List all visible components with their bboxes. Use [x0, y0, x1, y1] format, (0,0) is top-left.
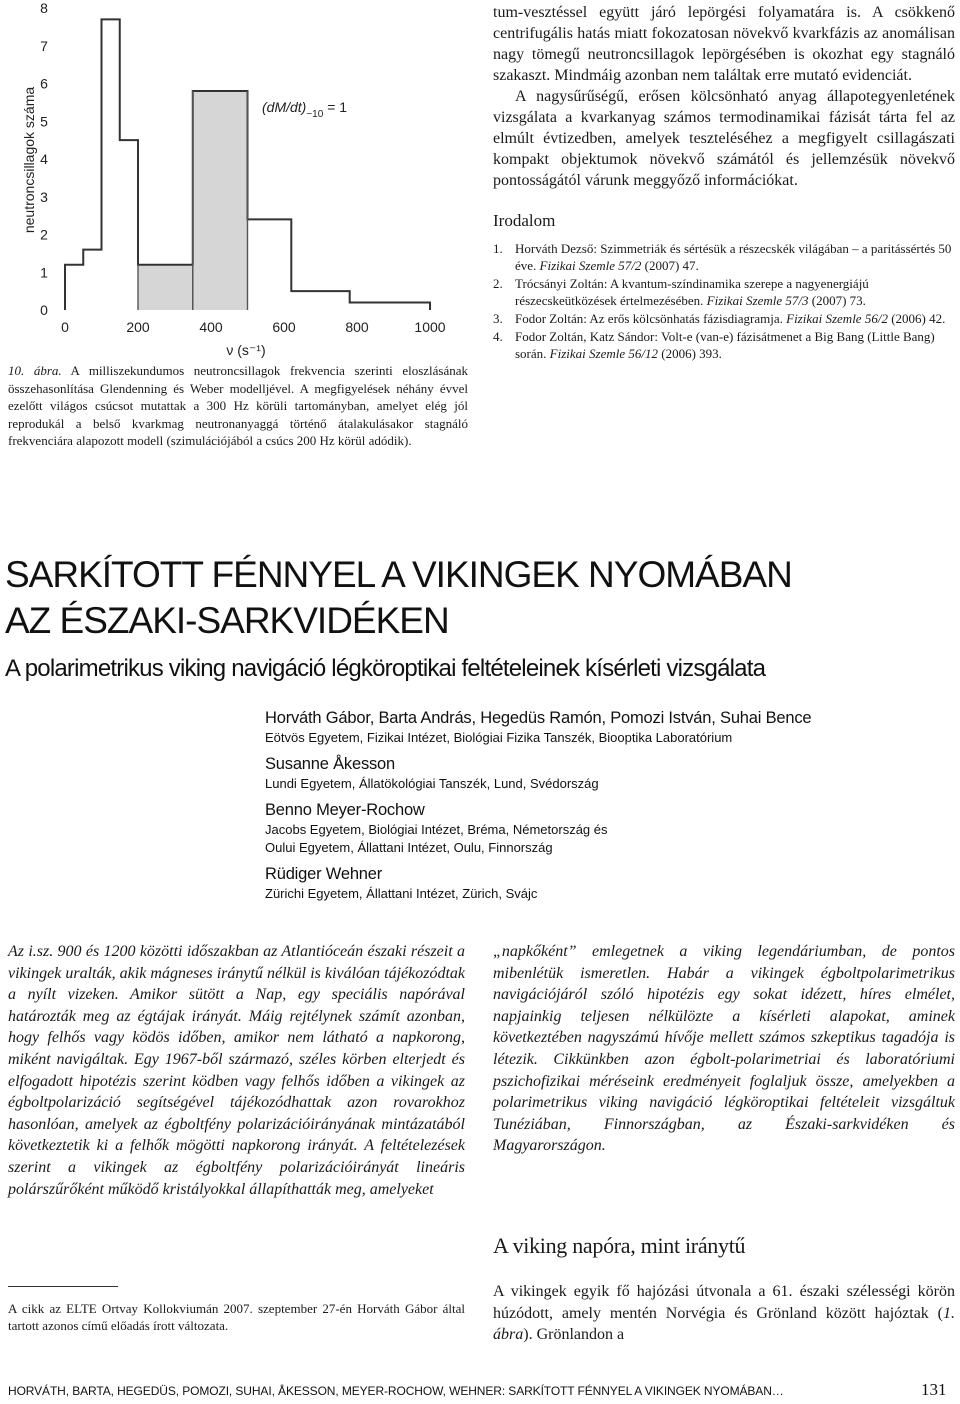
reference-main: Fodor Zoltán, Katz Sándor: Volt-e (van-e) fázisátmenet a Big Bang (Little Bang) során.	[515, 329, 935, 361]
reference-tail: (2006) 42.	[887, 311, 946, 326]
reference-item	[493, 310, 955, 327]
footnote: A cikk az ELTE Ortvay Kollokviumán 2007. szeptember 27-én Horváth Gábor által tartott azonos című előadás írott változata.	[8, 1301, 465, 1334]
author-name: Benno Meyer-Rochow	[265, 801, 425, 819]
y-tick-label: 7	[40, 37, 48, 54]
page-number: 131	[921, 1380, 947, 1399]
body-paragraph-2: A nagysűrűségű, erősen kölcsönható anyag állapotegyenletének vizsgálata a kvarkanyag számos termodinamikai fázisát tárta fel az elmúlt évtizedben, amelyek teszteléséhez a megfigyelt csillagászati kompakt objektumok növekvő számától és jellemzésük növekvő pontosságától várunk meggyőző információkat.	[493, 88, 955, 189]
y-tick-label: 4	[40, 151, 48, 167]
body-paragraph-1: tum-vesztéssel együtt járó lepörgési folyamatára is. A csökkenő centrifugális hatás miatt fokozatosan növekvő kvarkfázis az anomálisan nagy tömegű neutroncsillagok lepörgésében is okozhat egy stagnáló szakaszt. Mindmáig azonban nem találtak erre mutató evidenciát.	[493, 4, 955, 84]
figure-caption	[8, 362, 468, 450]
model-annotation	[262, 99, 347, 120]
caption-label: 10. ábra.	[8, 363, 62, 378]
section-body-post: ). Grönlandon a	[523, 1326, 625, 1344]
x-tick-label: 600	[272, 319, 296, 335]
author-name: Rüdiger Wehner	[265, 865, 383, 883]
reference-journal: Fizikai Szemle 57/3	[706, 293, 809, 308]
y-tick-label: 0	[40, 302, 48, 318]
article-title-line-2: AZ ÉSZAKI-SARKVIDÉKEN	[5, 600, 449, 641]
reference-number: 3.	[493, 311, 503, 326]
reference-tail: (2007) 73.	[808, 293, 866, 308]
section-body-pre: A vikingek egyik fő hajózási útvonala a 61. északi szélességi körön húzódott, amely mentén Norvégia és Grönland között hajóztak (	[493, 1283, 955, 1322]
author-affiliation: Zürichi Egyetem, Állattani Intézet, Zürich, Svájc	[265, 886, 538, 901]
reference-number: 2.	[493, 276, 503, 291]
y-tick-label: 5	[40, 113, 48, 130]
annotation-main: (dM/dt)	[262, 99, 307, 115]
running-footer: HORVÁTH, BARTA, HEGEDÜS, POMOZI, SUHAI, ÅKESSON, MEYER-ROCHOW, WEHNER: SARKÍTOTT FÉNNYEL A VIKINGEK NYOMÁBAN…	[8, 1384, 784, 1398]
author-name: Susanne Åkesson	[265, 755, 396, 773]
reference-tail: (2006) 393.	[658, 346, 722, 361]
author-affiliation: Jacobs Egyetem, Biológiai Intézet, Bréma, Németország és	[265, 822, 608, 837]
figure-reference: 1. ábra	[493, 1304, 955, 1344]
reference-item	[493, 328, 955, 362]
histogram-figure	[0, 0, 470, 360]
author-affiliation: Eötvös Egyetem, Fizikai Intézet, Biológiai Fizika Tanszék, Biooptika Laboratórium	[265, 730, 733, 745]
reference-journal: Fizikai Szemle 56/12	[549, 346, 658, 361]
reference-tail: (2007) 47.	[641, 258, 699, 273]
section-body	[493, 1281, 955, 1346]
y-tick-label: 8	[40, 0, 48, 16]
references-title: Irodalom	[493, 211, 556, 230]
footnote-divider	[8, 1286, 118, 1287]
x-tick-label: 800	[345, 319, 369, 335]
reference-text	[515, 328, 955, 362]
x-tick-label: 200	[126, 319, 150, 335]
annotation-sub: −10	[306, 109, 324, 120]
y-tick-label: 6	[40, 75, 48, 92]
reference-number: 1.	[493, 241, 503, 256]
reference-text	[515, 240, 955, 274]
reference-item	[493, 275, 955, 309]
reference-main: Trócsányi Zoltán: A kvantum-színdinamika szerepe a nagyenergiájú részecskeütközések értelmezésében.	[515, 276, 869, 308]
caption-text: A milliszekundumos neutroncsillagok frekvencia szerinti eloszlásának összehasonlítása Glendenning és Weber modelljével. A megfigyelések néhány évvel ezelőtt világos csúcsot mutattak a 300 Hz körüli tartományban, amelyet elég jól reprodukál a belső kvarkmag neutronanyaggá történő átalakulásakor stagnáló frekvenciára alapozott modell (szimulációjából a csúcs 200 Hz körül adódik).	[8, 363, 469, 449]
x-axis-label: ν (s⁻¹)	[226, 342, 266, 358]
reference-main: Horváth Dezső: Szimmetriák és sértésük a részecskék világában – a paritássértés 50 éve.	[515, 241, 952, 273]
reference-text	[515, 310, 955, 327]
y-tick-label: 2	[40, 226, 48, 243]
article-title	[5, 552, 792, 644]
y-tick-label: 3	[40, 188, 48, 205]
reference-number: 4.	[493, 329, 503, 344]
annotation-tail: = 1	[323, 99, 348, 115]
references-list	[493, 240, 955, 362]
x-tick-label: 400	[199, 319, 223, 335]
y-tick-label: 1	[40, 264, 48, 281]
intro-paragraph-right: „napkőként” emlegetnek a viking legendáriumban, de pontos mibenlétük ismeretlen. Habár a vikingek égboltpolarimetrikus navigációjáról szóló hipotézis egy sokat idézett, híres elmélet, napjainkig teljesen nélkülözte a kísérleti alapokat, aminek következtében nagyszámú hívője mellett számos szkeptikus tagadója is létezik. Cikkünkben azon égbolt-polarimetriai és laboratóriumi pszichofizikai méréseink eredményeit foglaljuk össze, amelyekben a polarimetrikus viking navigáció légköroptikai feltételeit vizsgáltuk Tunéziában, Finnországban, az Északi-sarkvidéken és Magyarországon.	[493, 943, 955, 1155]
model-shaded-bar	[138, 265, 193, 310]
y-axis-label: neutroncsillagok száma	[21, 86, 37, 234]
histogram-bars	[65, 19, 430, 310]
article-subtitle: A polarimetrikus viking navigáció légköroptikai feltételeinek kísérleti vizsgálata	[5, 655, 766, 682]
reference-journal: Fizikai Szemle 57/2	[539, 258, 642, 273]
reference-journal: Fizikai Szemle 56/2	[786, 311, 888, 326]
author-affiliation: Lundi Egyetem, Állatökológiai Tanszék, Lund, Svédország	[265, 776, 599, 791]
reference-main: Fodor Zoltán: Az erős kölcsönhatás fázisdiagramja.	[515, 311, 787, 326]
reference-text	[515, 275, 955, 309]
model-shaded-bar	[193, 91, 248, 310]
intro-paragraph-left: Az i.sz. 900 és 1200 közötti időszakban az Atlantióceán északi részeit a vikingek uralták, akik mágneses iránytű nélkül is kiválóan tájékozódtak a nyílt vizeken. Amikor sütött a Nap, egy speciális napórával határozták meg az égtájak irányát. Máig rejtélynek számít azonban, hogy felhős vagy ködös időben, amikor nem látható a napkorong, miként navigáltak. Egy 1967-ből származó, széles körben elterjedt és elfogadott hipotézis szerint ködben vagy felhős időben a vikingek az égboltpolarizáció segítségével tájékozódhattak azon rovarokhoz hasonlóan, amelyek az égboltfény polarizációirányának mintázatából következtetik ki a felhők mögötti napkorong irányát. A feltételezések szerint a vikingek az égboltfény polarizációirányát lineáris polárszűrőként működő kristályokkal állapíthatták meg, amelyeket	[8, 943, 465, 1198]
section-title: A viking napóra, mint iránytű	[493, 1233, 746, 1258]
author-affiliation: Oului Egyetem, Állattani Intézet, Oulu, Finnország	[265, 840, 553, 855]
x-tick-label: 1000	[414, 319, 446, 335]
reference-item	[493, 240, 955, 274]
author-name: Horváth Gábor, Barta András, Hegedüs Ramón, Pomozi István, Suhai Bence	[265, 709, 812, 727]
article-title-line-1: SARKÍTOTT FÉNNYEL A VIKINGEK NYOMÁBAN	[5, 554, 792, 595]
x-tick-label: 0	[61, 319, 69, 335]
authors-block	[265, 708, 955, 903]
